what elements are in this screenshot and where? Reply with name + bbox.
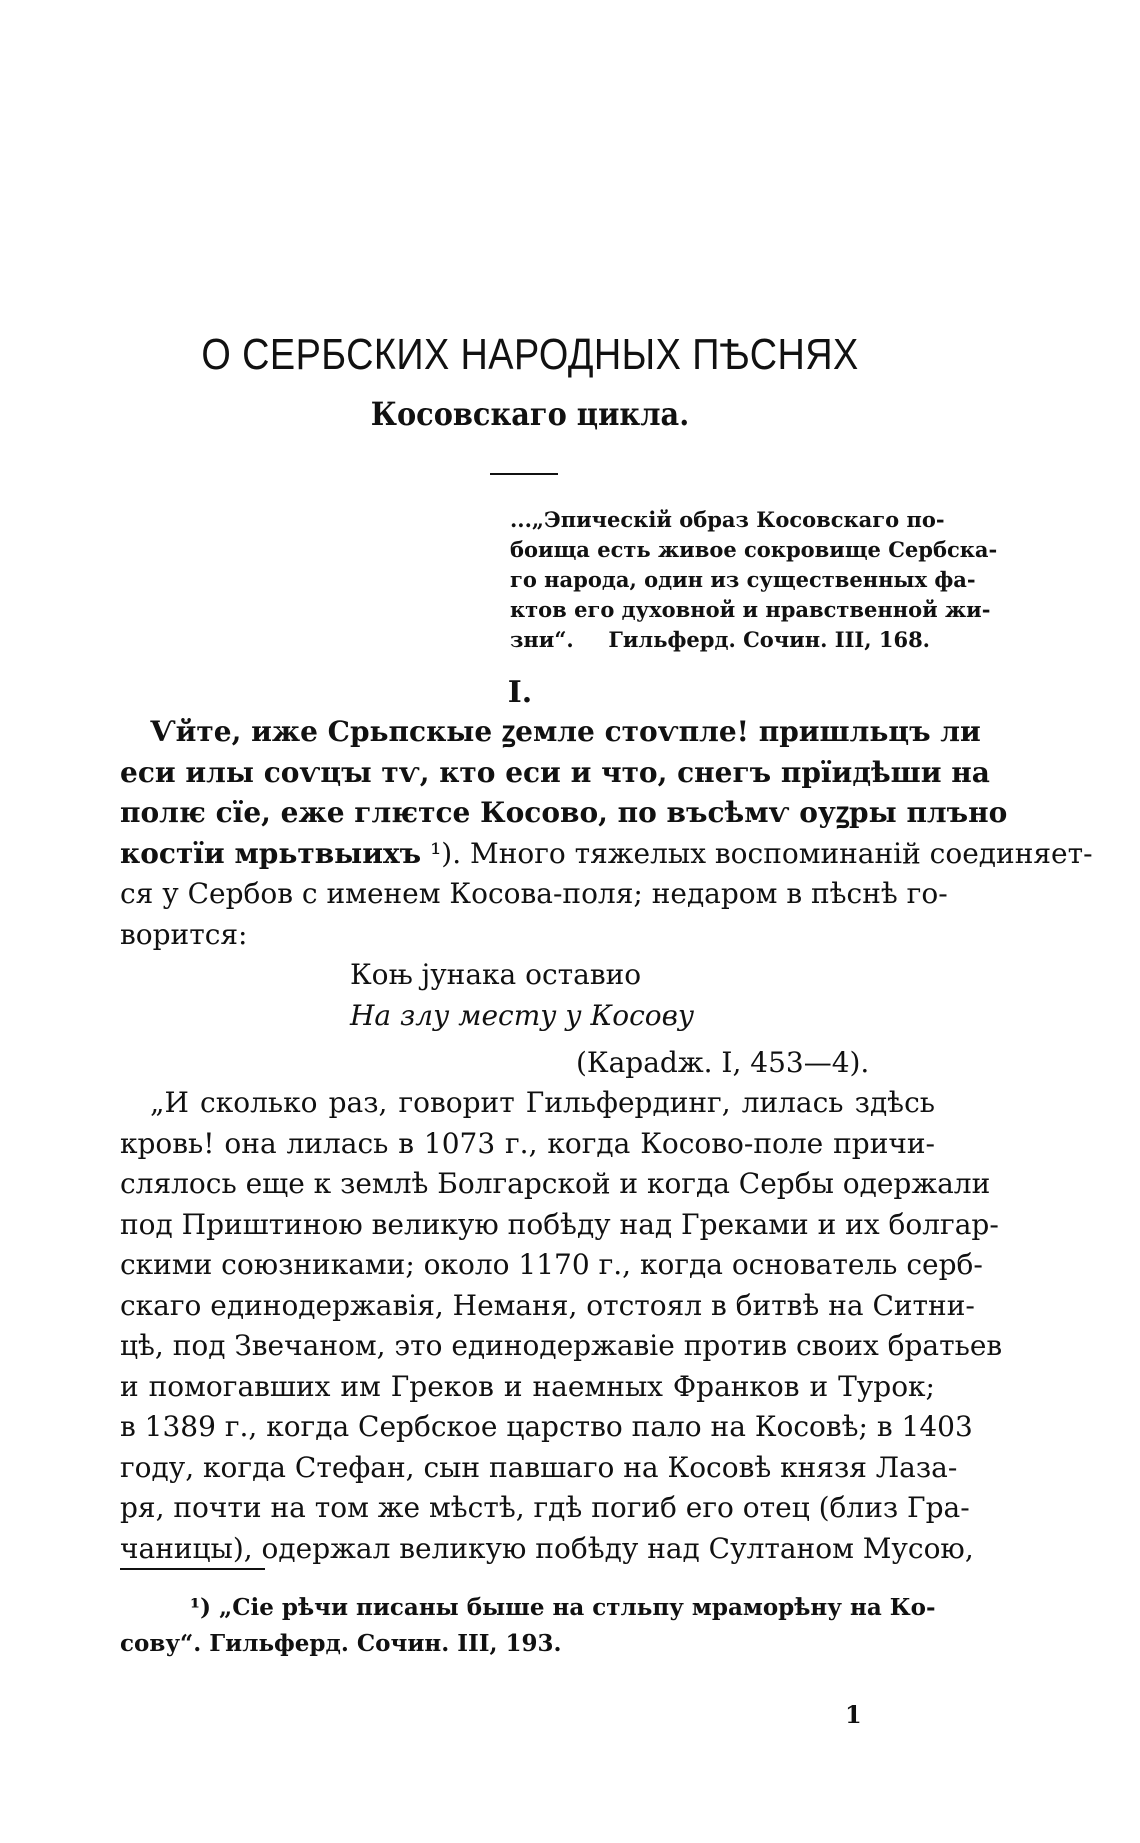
verse-reference: (Караdж. I, 453—4). (576, 1046, 870, 1079)
body-line: скими союзниками; около 1170 г., когда основатель серб- (120, 1248, 983, 1281)
epigraph-line-end: зни“. (510, 627, 574, 652)
footnote-line: ¹) „Сіе рѣчи писаны быше на стльпу мраморѣну на Ко- (190, 1594, 936, 1621)
slavonic-line: полѥ сїе, еже глѥтсе Косово, по въсѣмѵ оуꙁры плъно (120, 796, 1008, 829)
body-line: „И сколько раз, говорит Гильфердинг, лилась здѣсь (150, 1086, 935, 1119)
body-line: кровь! она лилась в 1073 г., когда Косово-поле причи- (120, 1126, 935, 1160)
epigraph-line: ...„Эпическій образ Косовскаго по- (510, 507, 945, 532)
mixed-line (120, 834, 1093, 875)
text-fragment: ¹). Много тяжелых воспоминаній соединяет- (421, 836, 1093, 870)
body-line: цѣ, под Звечаном, это единодержавіе против своих братьев (120, 1329, 1003, 1362)
slavonic-line: Ѵйте, иже Срьпскые ꙁемле стоѵпле! пришльцъ ли (150, 715, 981, 748)
section-number: I. (507, 675, 533, 710)
page-title: О СЕРБСКИХ НАРОДНЫХ ПѢСНЯХ (201, 330, 859, 379)
slavonic-line: еси илы соѵцꙑ тѵ, кто еси и что, снегъ прїидѣши на (120, 755, 990, 789)
body-line: году, когда Стефан, сын павшаго на Косовѣ князя Лаза- (120, 1450, 958, 1484)
footnote-divider (120, 1568, 265, 1570)
page-subtitle: Косовскаго цикла. (370, 395, 690, 433)
title-divider (490, 473, 558, 475)
epigraph-citation: Гильферд. Сочин. III, 168. (608, 627, 930, 652)
body-line: в 1389 г., когда Сербское царство пало на Косовѣ; в 1403 (120, 1410, 973, 1443)
paragraph-1 (120, 712, 1093, 955)
body-line: ворится: (120, 917, 248, 951)
body-line: ся у Сербов с именем Косова-поля; недаром в пѣснѣ го- (120, 877, 948, 910)
epigraph-line: го народа, один из существенных фа- (510, 567, 976, 592)
body-line: ря, почти на том же мѣстѣ, гдѣ погиб его отец (близ Гра- (120, 1491, 970, 1524)
footnote-line: сову“. Гильферд. Сочин. III, 193. (120, 1630, 562, 1657)
body-line: слялось еще к землѣ Болгарской и когда Сербы одержали (120, 1167, 991, 1200)
slavonic-fragment: костїи мрьтвыихъ (120, 836, 422, 870)
body-line: и помогавших им Греков и наемных Франков и Турок; (120, 1369, 935, 1403)
body-line: чаницы), одержал великую побѣду над Султаном Мусою, (120, 1531, 974, 1565)
epigraph-last-line (510, 625, 930, 655)
body-line: скаго единодержавія, Неманя, отстоял в битвѣ на Ситни- (120, 1288, 975, 1322)
epigraph-line: ктов его духовной и нравственной жи- (510, 597, 991, 622)
body-line: под Приштиною великую побѣду над Греками и их болгар- (120, 1207, 999, 1241)
footnote (120, 1590, 935, 1662)
verse-line-1: Коњ јунака оставио (350, 958, 642, 991)
page-number: 1 (845, 1700, 862, 1729)
paragraph-2 (120, 1083, 1003, 1569)
epigraph-line: боища есть живое сокровище Сербска- (510, 537, 998, 562)
verse-line-2: На злу месту у Косову (350, 999, 695, 1032)
epigraph (510, 505, 998, 655)
